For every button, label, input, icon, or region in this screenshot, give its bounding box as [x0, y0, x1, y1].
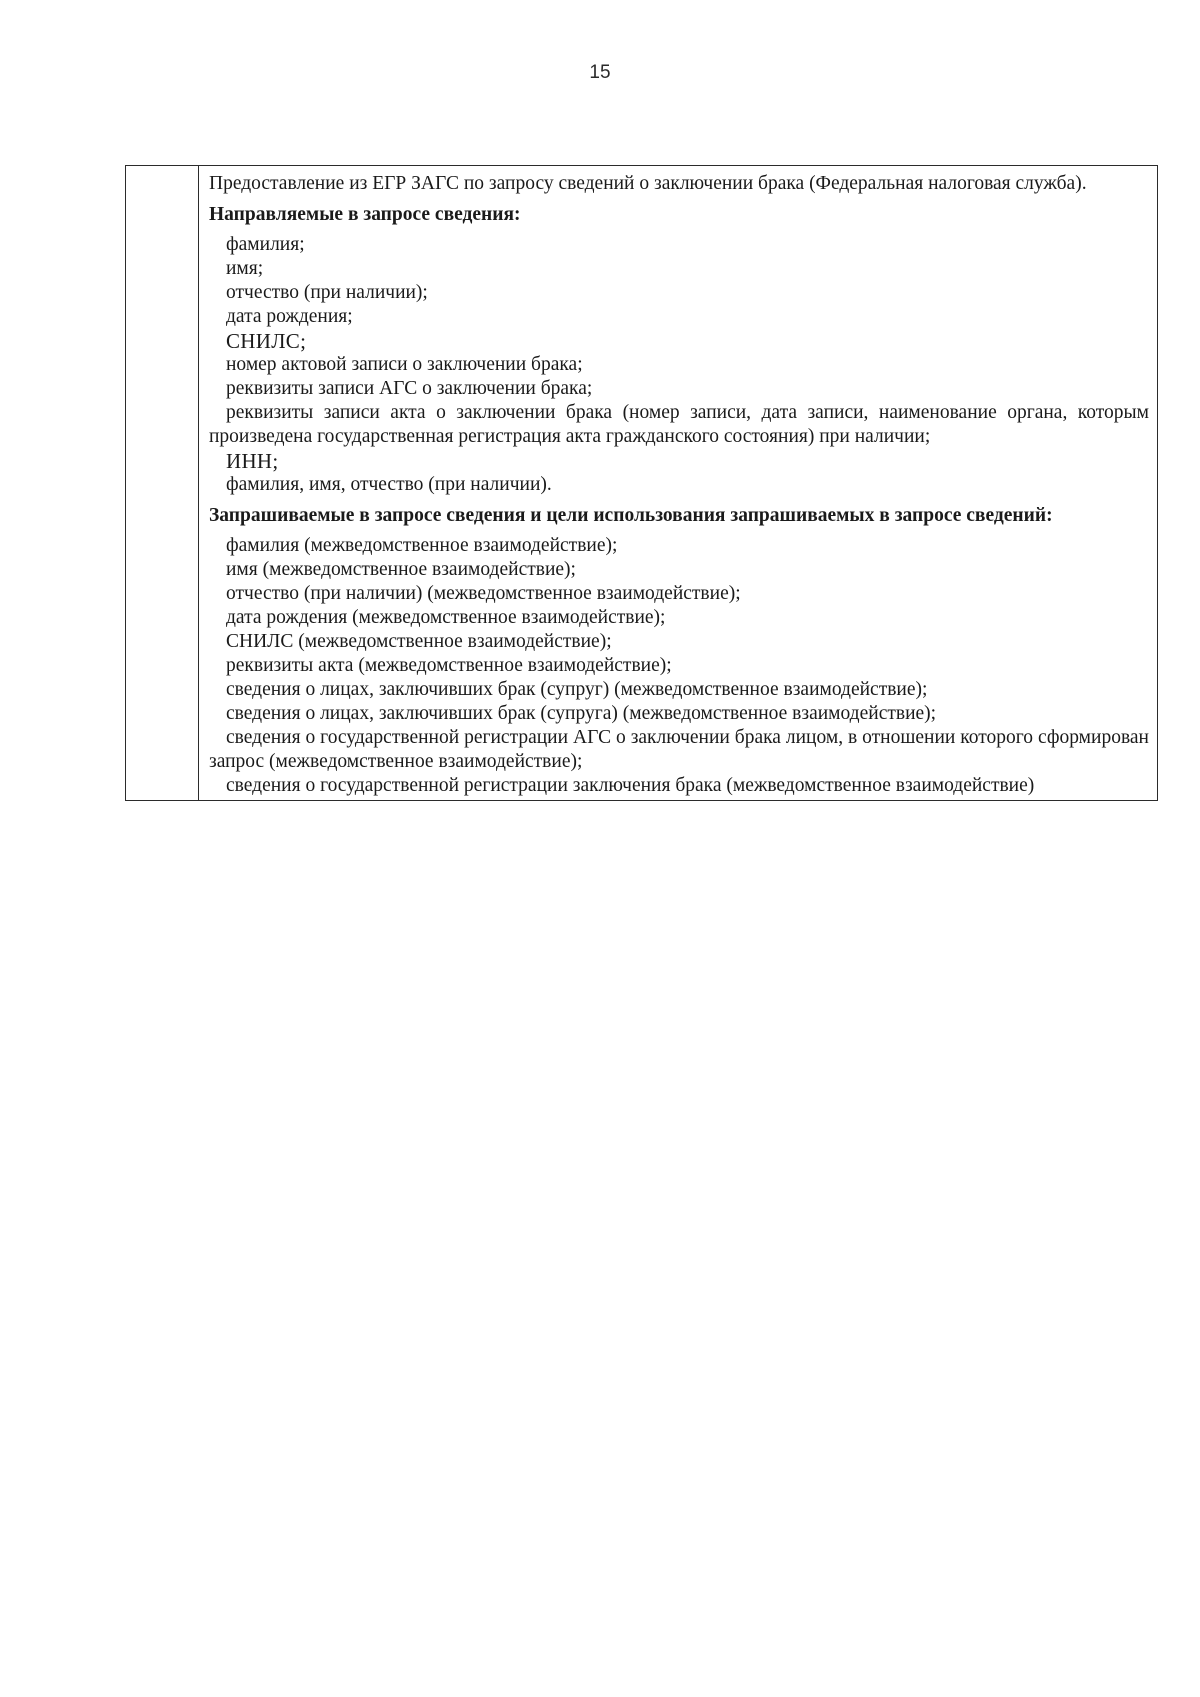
sent-item: дата рождения; — [226, 306, 353, 327]
sent-item: реквизиты записи акта о заключении брака (номер записи, дата записи, наименование органа, которым произведена государственная регистрация акта гражданского состояния) при наличии; — [209, 402, 1149, 447]
sent-item: фамилия, имя, отчество (при наличии). — [226, 474, 552, 495]
intro-paragraph: Предоставление из ЕГР ЗАГС по запросу сведений о заключении брака (Федеральная налоговая служба). — [209, 173, 1087, 194]
sent-item: имя; — [226, 258, 264, 279]
table-content-cell — [199, 166, 1157, 800]
requested-item: сведения о государственной регистрации АГС о заключении брака лицом, в отношении которого сформирован запрос (межведомственное взаимодействие); — [209, 727, 1149, 772]
table-empty-column — [126, 166, 199, 800]
requested-item: СНИЛС (межведомственное взаимодействие); — [226, 631, 612, 652]
requested-item: дата рождения (межведомственное взаимодействие); — [226, 607, 666, 628]
requested-item: реквизиты акта (межведомственное взаимодействие); — [226, 655, 672, 676]
requested-data-heading: Запрашиваемые в запросе сведения и цели использования запрашиваемых в запросе сведений: — [209, 505, 1053, 526]
requested-item: отчество (при наличии) (межведомственное взаимодействие); — [226, 583, 741, 604]
sent-item: фамилия; — [226, 234, 305, 255]
requested-item: имя (межведомственное взаимодействие); — [226, 559, 576, 580]
requested-item: сведения о лицах, заключивших брак (супруг) (межведомственное взаимодействие); — [226, 679, 928, 700]
sent-item: СНИЛС; — [226, 329, 307, 353]
sent-item: ИНН; — [226, 449, 279, 473]
sent-item: отчество (при наличии); — [226, 282, 428, 303]
document-table — [125, 165, 1158, 801]
page-number: 15 — [589, 62, 611, 83]
sent-item: номер актовой записи о заключении брака; — [226, 354, 583, 375]
requested-item: сведения о государственной регистрации заключения брака (межведомственное взаимодействие) — [226, 775, 1035, 796]
requested-item: сведения о лицах, заключивших брак (супруга) (межведомственное взаимодействие); — [226, 703, 937, 724]
requested-item: фамилия (межведомственное взаимодействие); — [226, 535, 618, 556]
sent-data-heading: Направляемые в запросе сведения: — [209, 204, 521, 225]
sent-item: реквизиты записи АГС о заключении брака; — [226, 378, 593, 399]
